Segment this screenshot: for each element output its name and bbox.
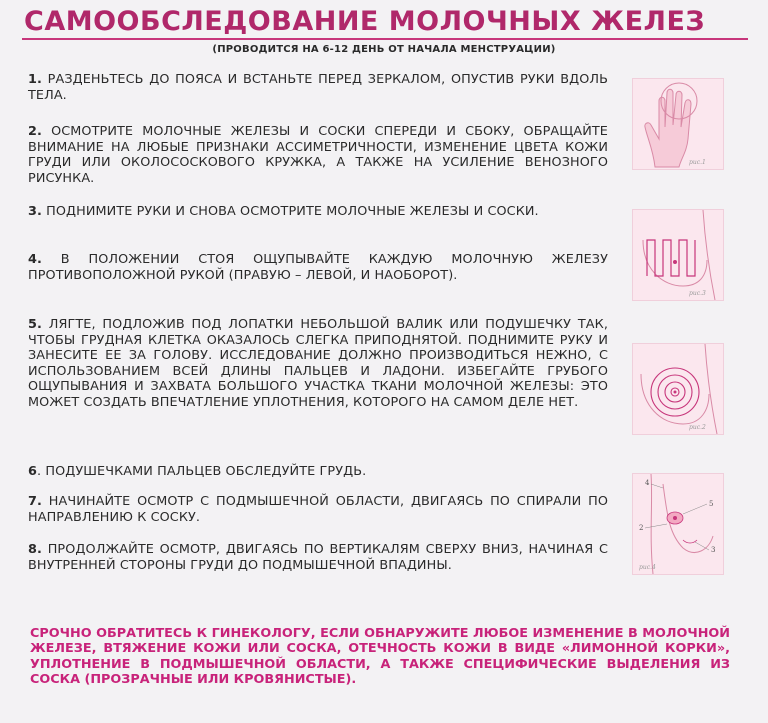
hand-illustration	[633, 79, 723, 169]
step-text: ПОДНИМИТЕ РУКИ И СНОВА ОСМОТРИТЕ МОЛОЧНЫЕ ЖЕЛЕЗЫ И СОСКИ.	[41, 204, 539, 219]
figure-hand	[632, 78, 724, 170]
step-text: ЛЯГТЕ, ПОДЛОЖИВ ПОД ЛОПАТКИ НЕБОЛЬШОЙ ВАЛИК ИЛИ ПОДУШЕЧКУ ТАК, ЧТОБЫ ГРУДНАЯ КЛЕТКА ОКАЗАЛОСЬ СЛЕГКА ПРИПОДНЯТОЙ. ПОДНИМИТЕ РУКУ И ЗАНЕСИТЕ ЕЕ ЗА ГОЛОВУ. ИССЛЕДОВАНИЕ ДОЛЖНО ПРОИЗВОДИТЬСЯ НЕЖНО, С ИСПОЛЬЗОВАНИЕМ ВСЕЙ ДЛИНЫ ПАЛЬЦЕВ И ЛАДОНИ. ИЗБЕГАЙТЕ ГРУБОГО ОЩУПЫВАНИЯ И ЗАХВАТА БОЛЬШОГО УЧАСТКА ТКАНИ МОЛОЧНОЙ ЖЕЛЕЗЫ: ЭТО МОЖЕТ СОЗДАТЬ ВПЕЧАТЛЕНИЕ УПЛОТНЕНИЯ, КОТОРОГО НА САМОМ ДЕЛЕ НЕТ.	[28, 317, 608, 410]
step-text: ПРОДОЛЖАЙТЕ ОСМОТР, ДВИГАЯСЬ ПО ВЕРТИКАЛЯМ СВЕРХУ ВНИЗ, НАЧИНАЯ С ВНУТРЕННЕЙ СТОРОНЫ ГРУДИ ДО ПОДМЫШЕЧНОЙ ВПАДИНЫ.	[28, 542, 608, 573]
step-number: 8.	[28, 542, 42, 557]
title-divider	[22, 38, 748, 40]
figure-marker: 2	[639, 524, 644, 532]
step-5	[28, 317, 608, 411]
figure-anatomy	[632, 473, 724, 575]
page-title: САМООБСЛЕДОВАНИЕ МОЛОЧНЫХ ЖЕЛЕЗ	[24, 6, 706, 37]
step-number: 7.	[28, 494, 42, 509]
vertical-pattern-illustration	[633, 210, 723, 300]
page-subtitle: (ПРОВОДИТСЯ НА 6-12 ДЕНЬ ОТ НАЧАЛА МЕНСТРУАЦИИ)	[212, 44, 556, 55]
step-text: РАЗДЕНЬТЕСЬ ДО ПОЯСА И ВСТАНЬТЕ ПЕРЕД ЗЕРКАЛОМ, ОПУСТИВ РУКИ ВДОЛЬ ТЕЛА.	[28, 72, 608, 103]
step-4	[28, 252, 608, 283]
figure-label: рис.2	[689, 424, 706, 431]
step-text: ОСМОТРИТЕ МОЛОЧНЫЕ ЖЕЛЕЗЫ И СОСКИ СПЕРЕДИ И СБОКУ, ОБРАЩАЙТЕ ВНИМАНИЕ НА ЛЮБЫЕ ПРИЗНАКИ АССИМЕТРИЧНОСТИ, ИЗМЕНЕНИЕ ЦВЕТА КОЖИ ГРУДИ ИЛИ ОКОЛОСОСКОВОГО КРУЖКА, А ТАКЖЕ НА УСИЛЕНИЕ ВЕНОЗНОГО РИСУНКА.	[28, 124, 608, 186]
step-number: 2.	[28, 124, 42, 139]
step-3	[28, 204, 608, 220]
step-text: НАЧИНАЙТЕ ОСМОТР С ПОДМЫШЕЧНОЙ ОБЛАСТИ, ДВИГАЯСЬ ПО СПИРАЛИ ПО НАПРАВЛЕНИЮ К СОСКУ.	[28, 494, 608, 525]
spiral-pattern-illustration	[633, 344, 723, 434]
warning-text: СРОЧНО ОБРАТИТЕСЬ К ГИНЕКОЛОГУ, ЕСЛИ ОБНАРУЖИТЕ ЛЮБОЕ ИЗМЕНЕНИЕ В МОЛОЧНОЙ ЖЕЛЕЗЕ, ВТЯЖЕНИЕ КОЖИ ИЛИ СОСКА, ОТЕЧНОСТЬ КОЖИ В ВИДЕ «ЛИМОННОЙ КОРКИ», УПЛОТНЕНИЕ В ПОДМЫШЕЧНОЙ ОБЛАСТИ, А ТАКЖЕ СПЕЦИФИЧЕСКИЕ ВЫДЕЛЕНИЯ ИЗ СОСКА (ПРОЗРАЧНЫЕ ИЛИ КРОВЯНИСТЫЕ).	[30, 626, 730, 688]
step-6	[28, 464, 608, 480]
figure-spiral	[632, 343, 724, 435]
step-2	[28, 124, 608, 186]
step-7	[28, 494, 608, 525]
step-text: В ПОЛОЖЕНИИ СТОЯ ОЩУПЫВАЙТЕ КАЖДУЮ МОЛОЧНУЮ ЖЕЛЕЗУ ПРОТИВОПОЛОЖНОЙ РУКОЙ (ПРАВУЮ – ЛЕВОЙ, И НАОБОРОТ).	[28, 252, 608, 283]
step-number: 1.	[28, 72, 42, 87]
figure-marker: 4	[645, 479, 650, 487]
step-number: 6	[28, 464, 38, 479]
step-number: 3.	[28, 204, 42, 219]
figure-marker: 3	[711, 546, 716, 554]
step-number: 4.	[28, 252, 42, 267]
figure-label: рис.4	[639, 564, 656, 571]
figure-marker: 5	[709, 500, 714, 508]
figure-label: рис.1	[689, 159, 706, 166]
step-1	[28, 72, 608, 103]
step-text: . ПОДУШЕЧКАМИ ПАЛЬЦЕВ ОБСЛЕДУЙТЕ ГРУДЬ.	[37, 464, 367, 479]
anatomy-illustration	[633, 474, 723, 574]
step-number: 5.	[28, 317, 42, 332]
figure-vertical-lines	[632, 209, 724, 301]
figure-label: рис.3	[689, 290, 706, 297]
step-8	[28, 542, 608, 573]
